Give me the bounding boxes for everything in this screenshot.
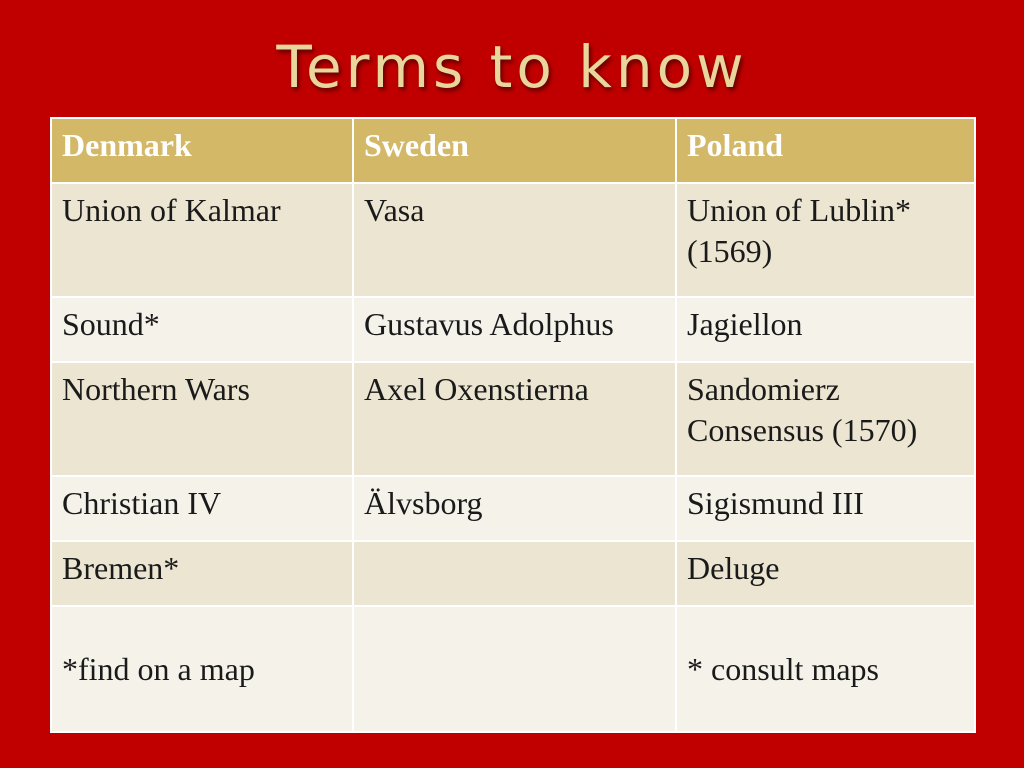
- cell-line: (1569): [687, 233, 773, 269]
- header-sweden: Sweden: [353, 118, 676, 183]
- header-denmark: Denmark: [51, 118, 353, 183]
- table-row: [51, 297, 975, 362]
- table-row: [51, 362, 975, 476]
- table-cell: [676, 362, 975, 476]
- table-cell: Vasa: [353, 183, 676, 297]
- table-cell: [353, 541, 676, 606]
- table-cell: Axel Oxenstierna: [353, 362, 676, 476]
- table-cell: *find on a map: [51, 606, 353, 732]
- table-cell: Älvsborg: [353, 476, 676, 541]
- table-row: [51, 606, 975, 732]
- table-cell: * consult maps: [676, 606, 975, 732]
- cell-line: Union of Lublin*: [687, 192, 911, 228]
- table-row: [51, 183, 975, 297]
- cell-line: Sandomierz: [687, 371, 840, 407]
- table-cell: Christian IV: [51, 476, 353, 541]
- table-header-row: [51, 118, 975, 183]
- terms-table: [50, 117, 976, 733]
- table-cell: Northern Wars: [51, 362, 353, 476]
- table-cell: Bremen*: [51, 541, 353, 606]
- cell-line: Consensus (1570): [687, 412, 918, 448]
- table-row: [51, 476, 975, 541]
- table-cell: Gustavus Adolphus: [353, 297, 676, 362]
- table-cell: Jagiellon: [676, 297, 975, 362]
- table-cell: Sigismund III: [676, 476, 975, 541]
- table-cell: [676, 183, 975, 297]
- header-poland: Poland: [676, 118, 975, 183]
- table-cell: Deluge: [676, 541, 975, 606]
- table-cell: Sound*: [51, 297, 353, 362]
- table-cell: [353, 606, 676, 732]
- table-cell: Union of Kalmar: [51, 183, 353, 297]
- slide-title: Terms to know: [276, 33, 748, 101]
- table-row: [51, 541, 975, 606]
